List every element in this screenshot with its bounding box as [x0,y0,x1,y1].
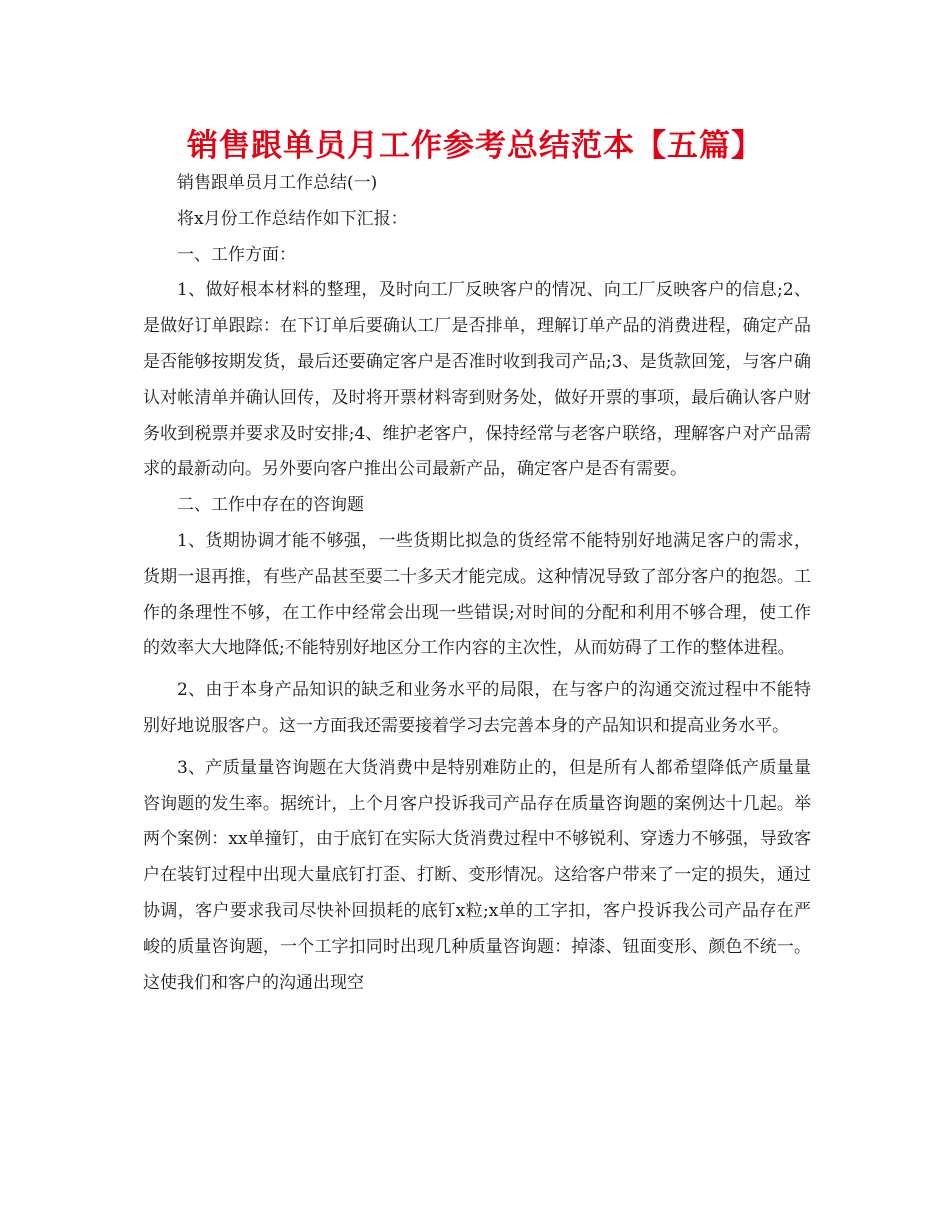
section-heading: 二、工作中存在的咨询题 [177,495,364,516]
section-heading: 一、工作方面： [177,244,296,265]
document-title: 销售跟单员月工作参考总结范本【五篇】 [187,128,763,164]
document-body [143,166,811,1001]
body-paragraph: 1、货期协调才能不够强，一些货期比拟急的货经常不能特别好地满足客户的需求，货期一退再推，有些产品甚至要二十多天才能完成。这种情况导致了部分客户的抱怨。工作的条理性不够，在工作中经常会出现一些错误;对时间的分配和利用不够合理，使工作的效率大大地降低;不能特别好地区分工作内容的主次性，从而妨碍了工作的整体进程。 [143,530,811,659]
intro-paragraph: 将x月份工作总结作如下汇报： [177,208,408,229]
section-heading: 销售跟单员月工作总结(一) [177,173,378,193]
body-paragraph: 2、由于本身产品知识的缺乏和业务水平的局限，在与客户的沟通交流过程中不能特别好地说服客户。这一方面我还需要接着学习去完善本身的产品知识和提高业务水平。 [143,680,811,736]
body-paragraph: 3、产质量量咨询题在大货消费中是特别难防止的，但是所有人都希望降低产质量量咨询题的发生率。据统计，上个月客户投诉我司产品存在质量咨询题的案例达十几起。举两个案例：xx单撞钉，由于底钉在实际大货消费过程中不够锐利、穿透力不够强，导致客户在装钉过程中出现大量底钉打歪、打断、变形情况。这给客户带来了一定的损失，通过协调，客户要求我司尽快补回损耗的底钉x粒;x单的工字扣，客户投诉我公司产品存在严峻的质量咨询题，一个工字扣同时出现几种质量咨询题：掉漆、钮面变形、颜色不统一。这使我们和客户的沟通出现空 [143,757,811,993]
body-paragraph: 1、做好根本材料的整理，及时向工厂反映客户的情况、向工厂反映客户的信息;2、是做好订单跟踪：在下订单后要确认工厂是否排单，理解订单产品的消费进程，确定产品是否能够按期发货，最后还要确定客户是否准时收到我司产品;3、是货款回笼，与客户确认对帐清单并确认回传，及时将开票材料寄到财务处，做好开票的事项，最后确认客户财务收到税票并要求及时安排;4、维护老客户，保持经常与老客户联络，理解客户对产品需求的最新动向。另外要向客户推出公司最新产品，确定客户是否有需要。 [143,280,811,480]
